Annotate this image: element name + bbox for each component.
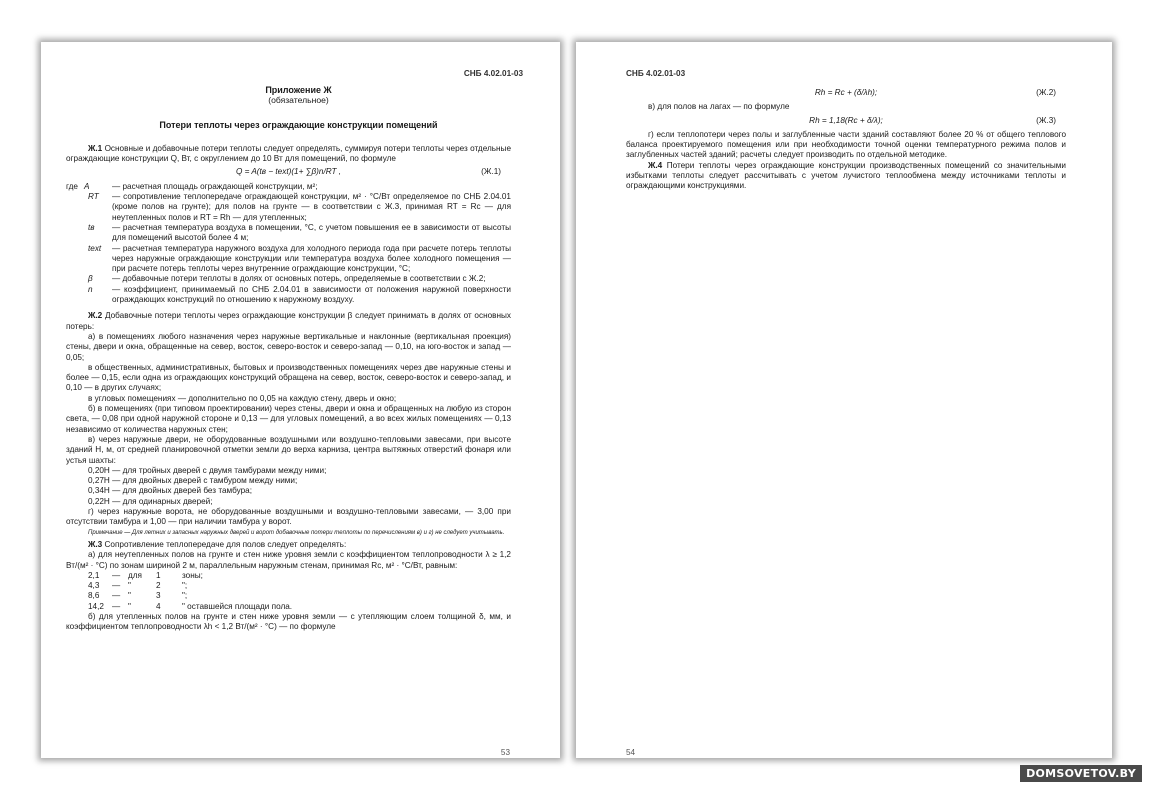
equation-number: (Ж.2) (1036, 88, 1056, 97)
zone-list (66, 571, 511, 612)
list-item: г) через наружные ворота, не оборудованные воздушными и воздушно-тепловыми завесами, — 3,00 при отсутствии тамбура и 1,00 — при наличии тамбура у ворот. (66, 506, 511, 527)
list-item: г) если теплопотери через полы и заглубленные части зданий составляют более 20 % от общего теплового баланса проектируемого помещения или при необходимости точной оценки температурного режима полов и заглубленных частей зданий; расчеты следует производить по отдельной методике. (626, 129, 1066, 160)
legend-symbol: β (88, 274, 93, 284)
zone-value: 14,2 (88, 601, 104, 611)
page-content (626, 85, 1066, 192)
list-item: в общественных, административных, бытовых и производственных помещениях через две наружные стены и более — 0,15, если одна из ограждающих конструкций обращена на север, восток, северо-восток и северо-запад, и 0,10 — в других случаях; (66, 362, 511, 393)
formula-text: Q = A(tв − text)(1+ ∑β)n/RT , (235, 167, 342, 177)
page-number: 54 (626, 748, 636, 757)
zone-row (66, 581, 511, 591)
zone-value: 2,1 (88, 570, 100, 580)
list-item: в) через наружные двери, не оборудованные воздушными или воздушно-тепловыми завесами, при высоте зданий H, м, от средней планировочной отметки земли до верха карниза, центра вытяжных отверстий фонаря или устья шахты: (66, 434, 511, 465)
running-head: СНБ 4.02.01-03 (463, 69, 523, 78)
page-number: 53 (500, 748, 510, 757)
legend-symbol: text (88, 243, 102, 253)
clause-label: Ж.1 (88, 143, 103, 153)
zone-number: 3 (156, 591, 161, 601)
formula-zh2 (626, 88, 1066, 98)
formula-text: Rh = 1,18(Rc + δ/λ); (809, 115, 883, 125)
page-content (66, 85, 511, 633)
zone-number: 1 (156, 570, 161, 580)
legend-row (66, 223, 511, 244)
paragraph-zh2 (66, 311, 511, 332)
legend-row (66, 274, 511, 284)
legend-text: — расчетная площадь ограждающей конструкции, м²; (112, 181, 318, 191)
paragraph-zh4 (626, 161, 1066, 192)
zone-row (66, 571, 511, 581)
zone-word: " (128, 581, 131, 591)
section-title: Потери теплоты через ограждающие конструкции помещений (159, 119, 438, 130)
list-item: б) для утепленных полов на грунте и стен ниже уровня земли — с утепляющим слоем толщиной δ, мм, и коэффициентом теплопроводности λh < 1,2 Вт/(м² · °С) — по формуле (66, 612, 511, 632)
zone-tail: "; (182, 581, 188, 591)
note: Примечание — Для летних и запасных наружных дверей и ворот добавочные потери теплоты по перечислениям в) и г) не следует учитывать. (88, 529, 505, 536)
equation-number: (Ж.3) (1036, 115, 1056, 125)
clause-label: Ж.4 (648, 160, 663, 170)
clause-text: Добавочные потери теплоты через ограждающие конструкции β следует принимать в долях от основных потерь: (66, 311, 511, 331)
equation-number: (Ж.1) (481, 167, 501, 177)
legend-row (66, 192, 511, 223)
appendix-title: Приложение Ж (265, 85, 332, 95)
formula-zh1 (66, 167, 511, 177)
clause-label: Ж.3 (88, 539, 103, 549)
zone-dash: — (112, 591, 121, 601)
list-item: а) в помещениях любого назначения через наружные вертикальные и наклонные (вертикальная проекция) стены, двери и окна, обращенные на север, восток, северо-восток и северо-запад — 0,10, на юго-восток и запад — 0,05; (66, 331, 511, 362)
zone-dash: — (112, 581, 121, 591)
site-watermark: DOMSOVETOV.BY (1020, 765, 1142, 782)
formula-text: Rh = Rc + (δ/λh); (814, 88, 878, 97)
legend-symbol: RT (88, 192, 99, 202)
legend-text: — сопротивление теплопередаче ограждающей конструкции, м² · °С/Вт определяемое по СНБ 2.04.01 (кроме полов на грунте); для полов на грунте — в соответствии с Ж.3, принимая RT = Rc — для неутепленных полов и RT = Rh — для утепленных; (112, 192, 511, 222)
zone-word: " (128, 601, 131, 611)
clause-label: Ж.2 (88, 311, 103, 321)
list-item: в угловых помещениях — дополнительно по 0,05 на каждую стену, дверь и окно; (88, 393, 397, 403)
formula-zh3 (626, 116, 1066, 126)
legend-row (66, 182, 511, 192)
legend-text: — расчетная температура воздуха в помещении, °С, с учетом повышения ее в зависимости от высоты для помещений высотой более 4 м; (112, 222, 511, 243)
list-item: в) для полов на лагах — по формуле (648, 102, 790, 112)
zone-value: 4,3 (88, 581, 100, 591)
zone-dash: — (112, 601, 121, 611)
zone-row (66, 591, 511, 601)
document-page-left (41, 42, 560, 758)
where-label: где (66, 181, 78, 191)
legend-row (66, 285, 511, 306)
list-item: а) для неутепленных полов на грунте и стен ниже уровня земли с коэффициентом теплопроводности λ ≥ 1,2 Вт/(м² · °С) по зонам шириной 2 м, параллельным наружным стенам, принимая Rc, м² · °С/Вт, равным: (66, 550, 511, 570)
symbol-legend (66, 182, 511, 306)
legend-symbol: tв (88, 222, 95, 232)
list-item: 0,27H — для двойных дверей с тамбуром между ними; (88, 476, 298, 486)
zone-tail: "; (182, 591, 188, 601)
clause-text: Основные и добавочные потери теплоты следует определять, суммируя потери теплоты через отдельные ограждающие конструкции Q, Вт, с округлением до 10 Вт для помещений, по формуле (66, 143, 511, 164)
paragraph-zh3 (66, 540, 511, 550)
legend-text: — коэффициент, принимаемый по СНБ 2.04.01 в зависимости от положения наружной поверхности ограждающих конструкций по отношению к наружному воздуху. (112, 284, 511, 305)
clause-text: Потери теплоты через ограждающие конструкции производственных помещений со значительными избытками теплоты следует рассчитывать с учетом лучистого теплообмена между источниками теплоты и ограждающими конструкциями. (626, 160, 1066, 191)
list-item: б) в помещениях (при типовом проектировании) через стены, двери и окна и обращенных на любую из сторон света, — 0,08 при одной наружной стороне и 0,13 — для угловых помещений, а во всех жилых помещениях — 0,13 независимо от количества наружных стен; (66, 404, 511, 434)
appendix-subtitle: (обязательное) (268, 95, 329, 106)
legend-symbol: A (84, 181, 90, 191)
zone-tail: зоны; (182, 570, 203, 580)
zone-row (66, 602, 511, 612)
clause-text: Сопротивление теплопередаче для полов следует определять: (102, 539, 347, 549)
legend-row (66, 244, 511, 275)
zone-dash: — (112, 570, 121, 580)
legend-symbol: n (88, 284, 93, 294)
zone-number: 4 (156, 601, 161, 611)
list-item: 0,34H — для двойных дверей без тамбура; (88, 486, 252, 496)
legend-text: — добавочные потери теплоты в долях от основных потерь, определяемые в соответствии с Ж.2; (112, 274, 486, 284)
legend-text: — расчетная температура наружного воздуха для холодного периода года при расчете потерь теплоты через наружные ограждающие конструкции или температура воздуха более холодного помещения — при расчете потерь теплоты через внутренние ограждающие конструкции, °С; (112, 243, 511, 274)
paragraph-zh1 (66, 144, 511, 165)
list-item: 0,22H — для одинарных дверей; (88, 496, 213, 506)
zone-value: 8,6 (88, 591, 100, 601)
zone-number: 2 (156, 581, 161, 591)
document-page-right (576, 42, 1112, 758)
zone-word: для (128, 570, 142, 580)
list-item: 0,20H — для тройных дверей с двумя тамбурами между ними; (88, 465, 327, 475)
zone-tail: " оставшейся площади пола. (182, 601, 293, 611)
zone-word: " (128, 591, 131, 601)
running-head: СНБ 4.02.01-03 (626, 69, 686, 78)
